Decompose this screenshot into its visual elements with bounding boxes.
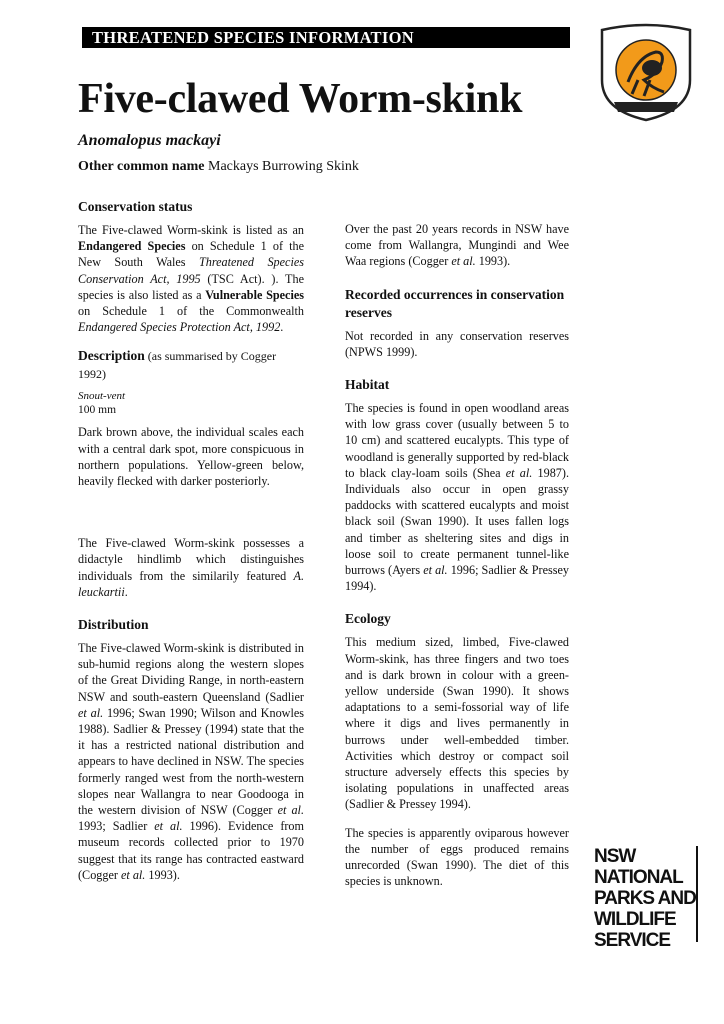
common-name bbox=[78, 159, 359, 175]
scientific-name: Anomalopus mackayi bbox=[78, 132, 221, 149]
reserves-heading: Recorded occurrences in conservation reserves bbox=[345, 286, 565, 320]
common-name-label: Other common name bbox=[78, 159, 205, 174]
records-text: Over the past 20 years records in NSW have come from Wallangra, Mungindi and Wee Waa regions (Cogger et al. 1993). bbox=[345, 222, 569, 269]
distribution-heading: Distribution bbox=[78, 617, 149, 633]
reserves-text: Not recorded in any conservation reserves (NPWS 1999). bbox=[345, 328, 569, 359]
snout-vent-value: 100 mm bbox=[78, 404, 117, 417]
ecology-text: This medium sized, limbed, Five-clawed Worm-skink, has three fingers and two toes and is dark brown in colour with a green-yellow underside (Swan 1990). It shows adaptations to a semi-fossorial way of life where it digs and lives permanently in burrows under well-embedded timber. Activities which destroy or compact soil structure adversely effects this species by isolating populations in unaffected areas (Sadlier & Pressey 1994). bbox=[345, 635, 569, 812]
wordmark-rule bbox=[696, 846, 698, 942]
habitat-heading: Habitat bbox=[345, 377, 390, 393]
page-title: Five-clawed Worm-skink bbox=[78, 76, 523, 122]
banner: THREATENED SPECIES INFORMATION bbox=[82, 27, 570, 48]
nsw-npws-wordmark: NSW NATIONAL PARKS AND WILDLIFE SERVICE bbox=[594, 846, 696, 951]
conservation-text: The Five-clawed Worm-skink is listed as an Endangered Species on Schedule 1 of the New South Wales Threatened Species Conservation Act, 1995 (TSC Act). ). The species is also listed as a Vulnerable Species on Schedule 1 of the Commonwealth Endangered Species Protection Act, 1992. bbox=[78, 223, 304, 335]
ecology-text-2: The species is apparently oviparous however the number of eggs produced remains unrecorded (Swan 1990). The diet of this species is unknown. bbox=[345, 825, 569, 889]
description-hindlimb-text: The Five-clawed Worm-skink possesses a didactyle hindlimb which distinguishes individuals from the similarily featured A. leuckartii. bbox=[78, 536, 304, 599]
common-name-value: Mackays Burrowing Skink bbox=[208, 159, 359, 174]
right-column bbox=[345, 221, 569, 890]
habitat-text: The species is found in open woodland areas with low grass cover (usually between 5 to 10 cm) and scattered eucalypts. This type of woodland is generally supported by red-black to black clay-loam soils (Shea et al. 1987). Individuals also occur in open grassy paddocks with scattered eucalypts and moist black soil (Swan 1990). It uses fallen logs and timber as sheltering sites and digs in loose soil to create permanent tunnel-like burrows (Ayers et al. 1996; Sadlier & Pressey 1994). bbox=[345, 401, 570, 594]
ecology-heading: Ecology bbox=[345, 611, 391, 627]
description-heading: Description (as summarised by Cogger 1992) bbox=[78, 348, 277, 382]
left-column bbox=[78, 198, 304, 883]
description-text: Dark brown above, the individual scales each with a central dark spot, more conspicuous in northern populations. Yellow-green below, heavily flecked with darker posteriorly. bbox=[78, 425, 304, 489]
nsw-parks-wildlife-emblem-icon bbox=[592, 22, 700, 122]
distribution-text: The Five-clawed Worm-skink is distributed in sub-humid regions along the western slopes of the Great Dividing Range, in north-eastern NSW and south-eastern Queensland (Sadlier et al. 1996; Swan 1990; Wilson and Knowles 1988). Sadlier & Pressey (1994) state that the it has a restricted national distribution and appears to have declined in NSW. The species formerly ranged west from the north-western slopes near Wallangra to near Goodooga in the western division of NSW (Cogger et al. 1993; Sadlier et al. 1996). Evidence from museum records collected prior to 1970 suggest that its range has contracted eastward (Cogger et al. 1993). bbox=[78, 641, 305, 882]
conservation-heading: Conservation status bbox=[78, 199, 193, 214]
snout-vent-label: Snout-vent bbox=[78, 390, 126, 403]
